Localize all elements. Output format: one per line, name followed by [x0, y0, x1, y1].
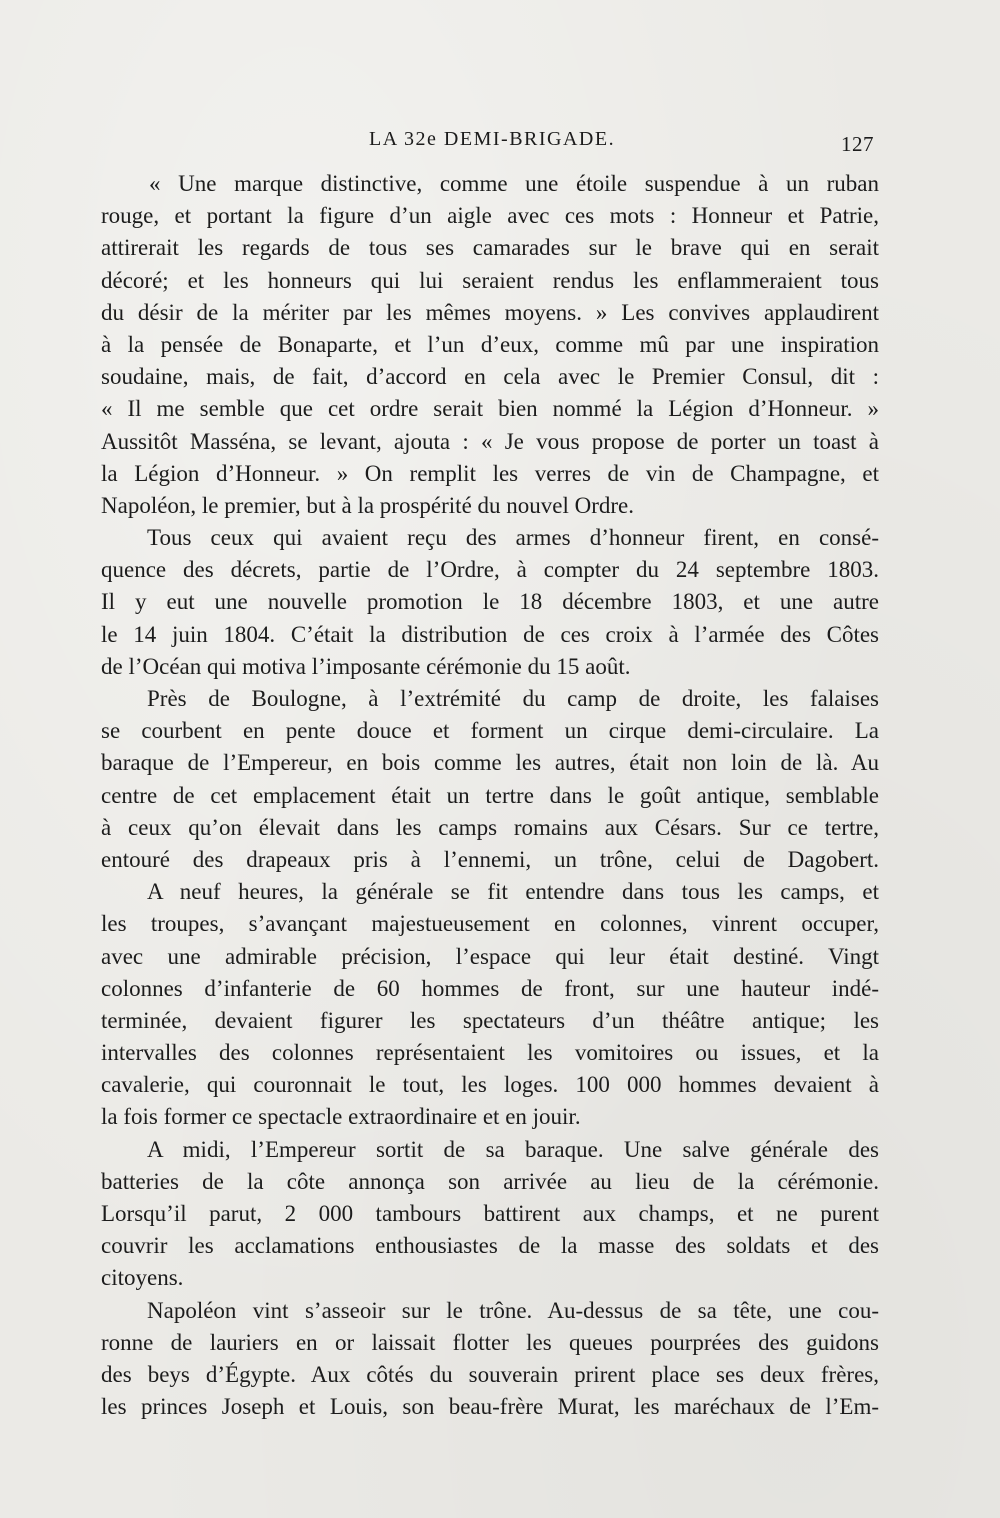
body-text [101, 168, 879, 1423]
text-line: soudaine, mais, de fait, d’accord en cela avec le Premier Consul, dit : [101, 364, 879, 390]
text-line: Lorsqu’il parut, 2 000 tambours battirent aux champs, et ne purent [101, 1201, 879, 1226]
text-line: Tous ceux qui avaient reçu des armes d’honneur firent, en consé- [147, 525, 879, 551]
text-line: du désir de la mériter par les mêmes moyens. » Les convives applaudirent [101, 299, 879, 325]
text-line: ronne de lauriers en or laissait flotter les queues pourprées des guidons [101, 1329, 879, 1355]
text-line: à la pensée de Bonaparte, et l’un d’eux, comme mû par une inspiration [101, 331, 879, 357]
text-line: de l’Océan qui motiva l’imposante cérémonie du 15 août. [101, 653, 631, 679]
text-line: quence des décrets, partie de l’Ordre, à compter du 24 septembre 1803. [101, 557, 879, 583]
text-line: attirerait les regards de tous ses camarades sur le brave qui en serait [101, 235, 879, 261]
text-line: intervalles des colonnes représentaient les vomitoires ou issues, et la [101, 1040, 879, 1066]
text-line: la fois former ce spectacle extraordinaire et en jouir. [101, 1104, 581, 1130]
text-line: des beys d’Égypte. Aux côtés du souverain prirent place ses deux frères, [101, 1361, 879, 1387]
text-line: « Une marque distinctive, comme une étoile suspendue à un ruban [149, 171, 879, 196]
running-title: LA 32e DEMI-BRIGADE. [369, 128, 616, 150]
text-line: colonnes d’infanterie de 60 hommes de front, sur une hauteur indé- [101, 975, 879, 1001]
text-line: Aussitôt Masséna, se levant, ajouta : « Je vous propose de porter un toast à [101, 428, 879, 454]
text-line: les princes Joseph et Louis, son beau-frère Murat, les maréchaux de l’Em- [101, 1394, 879, 1420]
text-line: cavalerie, qui couronnait le tout, les loges. 100 000 hommes devaient à [101, 1072, 879, 1098]
text-line: baraque de l’Empereur, en bois comme les autres, était non loin de là. Au [101, 750, 879, 776]
text-line: Napoléon, le premier, but à la prospérité du nouvel Ordre. [101, 492, 635, 518]
text-line: Il y eut une nouvelle promotion le 18 décembre 1803, et une autre [101, 589, 879, 615]
text-line: la Légion d’Honneur. » On remplit les verres de vin de Champagne, et [101, 460, 879, 486]
text-line: centre de cet emplacement était un tertre dans le goût antique, semblable [101, 782, 879, 808]
text-line: à ceux qu’on élevait dans les camps romains aux Césars. Sur ce tertre, [101, 814, 879, 840]
text-line: terminée, devaient figurer les spectateurs d’un théâtre antique; les [101, 1007, 879, 1033]
text-line: « Il me semble que cet ordre serait bien nommé la Légion d’Honneur. » [101, 396, 879, 422]
text-line: se courbent en pente douce et forment un cirque demi-circulaire. La [101, 718, 879, 744]
text-line: batteries de la côte annonça son arrivée au lieu de la cérémonie. [101, 1168, 879, 1194]
text-line: décoré; et les honneurs qui lui seraient rendus les enflammeraient tous [101, 267, 879, 293]
text-line: citoyens. [101, 1265, 184, 1291]
text-line: A midi, l’Empereur sortit de sa baraque. Une salve générale des [147, 1136, 879, 1162]
text-line: A neuf heures, la générale se fit entendre dans tous les camps, et [147, 879, 879, 905]
text-line: Napoléon vint s’asseoir sur le trône. Au-dessus de sa tête, une cou- [147, 1297, 879, 1323]
text-line: le 14 juin 1804. C’était la distribution de ces croix à l’armée des Côtes [101, 621, 879, 647]
text-line: couvrir les acclamations enthousiastes de la masse des soldats et des [101, 1233, 879, 1259]
text-line: rouge, et portant la figure d’un aigle avec ces mots : Honneur et Patrie, [101, 203, 879, 229]
text-line: entouré des drapeaux pris à l’ennemi, un trône, celui de Dagobert. [101, 846, 879, 872]
page-number: 127 [841, 132, 874, 156]
text-line: les troupes, s’avançant majestueusement en colonnes, vinrent occuper, [101, 911, 879, 937]
running-header [0, 128, 1000, 158]
text-line: Près de Boulogne, à l’extrémité du camp de droite, les falaises [147, 686, 879, 711]
text-line: avec une admirable précision, l’espace qui leur était destiné. Vingt [101, 943, 879, 969]
